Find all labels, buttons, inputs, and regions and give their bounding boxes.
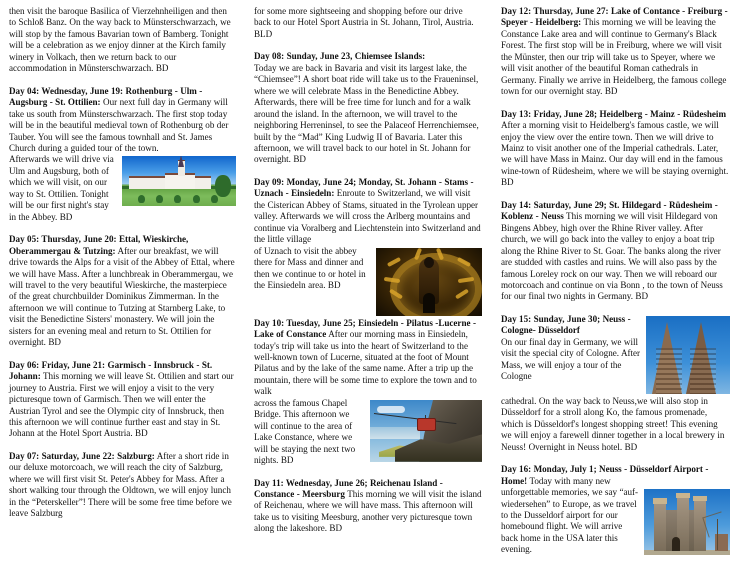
day16-image-paragraph [501,487,730,567]
day06-heading: Day 06: Friday, June 21: Garmisch - Innsbruck - St. Johann: [9,359,213,382]
cable-car-photo-canvas [370,400,482,462]
day10-heading: Day 10: Tuesday, June 25; Einsiedeln - Pilatus -Lucerne - Lake of Constance [254,317,476,340]
continuation-paragraph-col2: for some more sightseeing and shopping before our drive back to our Hotel Sport Austria in St. Johann, Tirol, Austria. BLD [254,6,474,39]
castle-gate [672,537,681,552]
tower-roof [676,493,690,498]
day16-block [501,464,730,487]
bush [138,195,145,203]
day06-block [9,360,236,440]
day09-body-before-image: Enroute to Switzerland, we will visit the Cisterican Abbey of Stams, situated in the Tyrolean upper valley. Afterwards we will cross the Arlberg mountains and continue via Voralberg and Liechtenstein into Switzerland and the little village [254,188,481,245]
einsiedeln-black-madonna-photo [376,248,482,316]
day13-heading: Day 13: Friday, June 28; Heidelberg - Mainz - Rüdesheim [501,108,726,119]
neuss-castle-photo [644,489,730,555]
cloud [377,406,405,413]
day12-block [501,6,730,98]
column-1 [0,6,245,569]
day12-heading: Day 12: Thursday, June 27: Lake of Contance - Freiburg - Speyer - Heidelberg: [501,6,728,28]
day12-body: This morning we will be leaving the Constance Lake area and will continue to Germany's Black Forest. The first stop will be in Freiburg, where we will visit the Münster, then our trip will take us to Speyer, where we will visit another of the beautiful Roman cathedrals in Germany. Finally we arrive in Heidelberg, the famous college town for our overnight stay. BD [501,17,727,97]
day05-block [9,234,236,349]
day10-body-before-image: After our morning mass in Einsiedeln, today's trip will take us into the heart of Switzerland to the well-known town of Lucerne, situated at the foot of Mount Pilatus and by the lake of the same name. After a trip up the mountain, there will be some time to explore the town and to walk [254,329,477,397]
spire-tracery-left [656,348,682,394]
ray [386,257,400,267]
day05-heading: Day 05: Thursday, June 20: Ettal, Wieskirche, Oberammergau & Tutzing: [9,234,189,256]
day06-body: This morning we will leave St. Ottilien and start our journey to Austria. First we will enjoy a visit to the very picturesque town of Garmisch. Then we will enter the Austrian Tyrol and see the Olympic city of Innsbruck, then this afternoon we will continue further east and stay in St. Johann at the Hotel Sport Austria. BD [9,371,234,439]
day10-body-with-image: across the famous Chapel Bridge. This afternoon we will continue to the area of Lake Constance, where we will be staying the next two nights. BD [254,397,356,466]
day16-heading: Day 16: Monday, July 1; Neuss - Düsseldorf Airport - Home! [501,464,709,486]
day15-heading: Day 15: Sunday, June 30; Neuss - Cologne- Düsseldorf [501,313,631,336]
day11-body: This morning we will visit the island of Reichenau, where we will have mass. This afternoon will take us to visiting Meesburg, another very picturesque town along the lakeshore. BD [254,488,482,534]
spire-tracery-right [690,348,716,394]
tower-roof [693,496,707,501]
day14-heading: Day 14: Saturday, June 29; St. Hildegard - Rüdesheim - Koblenz - Neuss [501,199,718,222]
abbey-spire [178,156,184,167]
day04-body-before-image: Our next full day in Germany will take us south from Münsterschwarzach. The first stop today will be in the beautiful medieval town of Rothenburg ob der Tauber. You will see the famous townhall and St. James Church during a guided tour of the town. [9,97,229,153]
day04-image-paragraph [9,154,236,234]
column-2 [245,6,491,569]
lake-region [370,427,420,439]
tower-roof [653,498,667,503]
shrine-base [423,293,435,313]
day07-block [9,451,236,520]
mount-pilatus-cable-car-photo [370,400,482,462]
day08-body: Today we are back in Bavaria and visit its largest lake, the “Chiemsee”! A short boat ride will take us to the Fraueninsel, where we will celebrate Mass in the Benedictine Abbey. Afterwards, there will be free time for lunch and for a walk around the island. In the afternoon, we will travel to the neighboring Herreninsel, to see the Palaceof Herrenchiemsee, built by the “Mad” King Ludwig II of Bavaria. Later this afternoon, we will travel back to our hotel in St. Johann for overnight. BD [254,62,479,165]
day15-body-after-image: cathedral. On the way back to Neuss,we will also stop in Düsseldorf for a stroll along Ko, the famous promenade, which is Düsseldorf's longest shopping street! This evening we will enjoy a farewell dinner together in a local brewery in Neuss! Overnight in Neuss hotel. BD [501,395,725,452]
day14-body: This morning we will visit Hildegard von Bingens Abbey, high over the Rhine River valley. After church, we will go back into the valley to enjoy a boat trip along the Rhine River to St. Goar. The banks along the river are studded with castles and ruins. We will also pass by the famous Loreley rock on our way. Then we will reboard our motorcoach and continue on via Bonn , to the town of Neuss for our final two nights in Germany. BD [501,211,723,302]
day14-block [501,200,730,303]
day16-body-with-image: unforgettable memories, we say “auf-wiedersehen” to Europe, as we travel to the Dusseldorf airport for our homebound flight. We will arrive back home in the USA later this evening. [501,487,639,555]
continuation-paragraph-col1: then visit the baroque Basilica of Vierzehnheiligen and then to Schloß Banz. On the way back to Münsterschwarzach, we will stop by the famous Bavarian town of Bamberg. Tonight will be a celebration as we enjoy dinner at the Kirch family winery in Volkach, then we return back to our accommodation in Münsterschwarzach. BD [9,6,231,74]
day15-image-paragraph [501,314,730,396]
abbey-st-ottilien-photo [122,156,236,206]
three-column-layout [0,6,736,569]
day09-body-with-image: of Uznach to visit the abbey there for Mass and dinner and then we continue to or hotel in the Einsiedeln area. BD [254,245,366,290]
day13-body: After a morning visit to Heidelberg's famous castle, we will enjoy the view over the entire town. Then we will drive to Mainz to visit another one of the Imperial cathedrals. Later, we will have Mass in Mainz. Our day will end in the famous wine-town of Rüdesheim, where we will be staying overnight. BD [501,120,729,188]
red-gondola [417,418,436,431]
cologne-cathedral-photo [646,316,730,394]
day16-body-intro: Today with many new [527,475,611,486]
day07-heading: Day 07: Saturday, June 22: Salzburg: [9,450,155,461]
day05-body: After our breakfast, we will drive towards the Alps for a visit of the Abbey of Ettal, where we will have Mass. After a lunchbreak in Oberammergau, we will travel to the very beautiful Wieskirche, the masterpiece of the great churchbuilder Dominikus Zimmerman. In the afternoon we will continue to Tutzing at Starnberg Lake, to visit the Benedictine Sisters' monastery. We will join the sisters for an evening meal and return to St. Ottilien for overnight. BD [9,245,235,348]
day08-heading: Day 08: Sunday, June 23, Chiemsee Islands: [254,51,426,62]
castle-photo-canvas [644,489,730,555]
abbey-photo-canvas [122,156,236,206]
day04-block [9,86,236,155]
day08-block [254,51,482,166]
day09-image-paragraph [254,246,482,318]
day11-heading: Day 11: Wednesday, June 26; Reichenau Island - Constance - Meersburg [254,477,443,499]
madonna-photo-canvas [376,248,482,316]
day10-block [254,318,482,398]
day11-block [254,478,482,535]
day04-body-with-image: Afterwards we will drive via Ulm and Augsburg, both of which we will visit, on our way to St. Ottilien. Tonight will be our first night's stay in the Abbey. BD [9,154,114,222]
bush [193,195,200,203]
cologne-photo-canvas [646,316,730,394]
castle-tower [654,502,666,551]
bush [211,195,218,203]
day07-body: After a short ride in our deluxe motorcoach, we will reach the city of Salzburg, where we will first visit St. Peter's Abbey for Mass. After a short walking tour through the Oldtown, we will enjoy lunch in the “Peterskeller”! There will be some free time before we leave Salzburg [9,450,232,519]
day10-image-paragraph [254,398,482,478]
day09-block [254,177,482,246]
day09-heading: Day 09: Monday, June 24; Monday, St. Johann - Stams -Uznach - Einsiedeln: [254,176,474,199]
column-3 [491,6,736,569]
day15-body-with-image: On our final day in Germany, we will visit the special city of Cologne. After Mass, we will enjoy a tour of the Cologne [501,336,641,382]
day13-block [501,109,730,189]
day04-heading: Day 04: Wednesday, June 19: Rothenburg - Ulm - Augsburg - St. Ottilien: [9,85,203,108]
